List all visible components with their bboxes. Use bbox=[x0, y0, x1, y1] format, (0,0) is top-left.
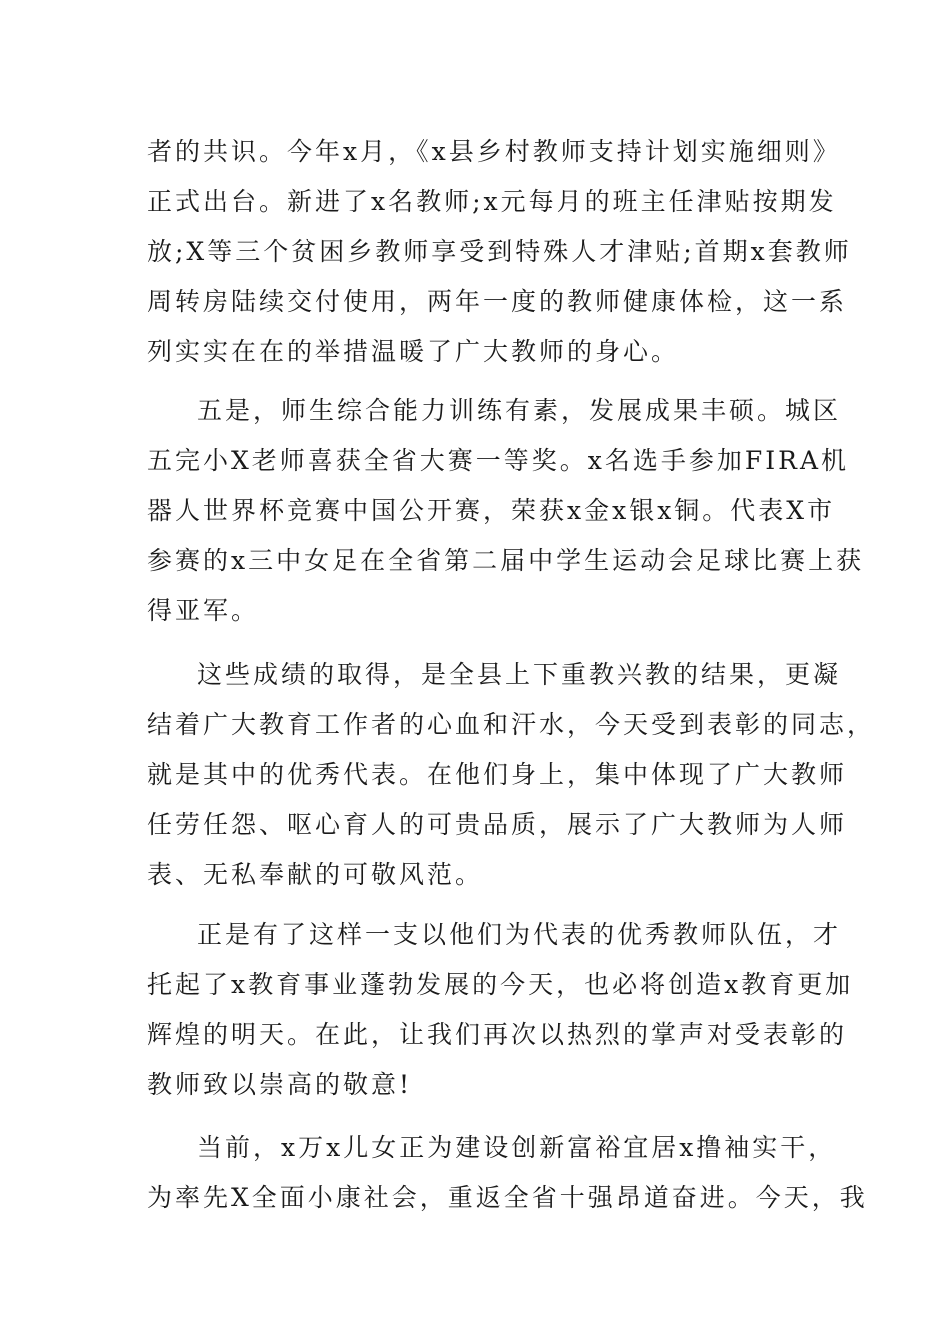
text-line: 五完小X老师喜获全省大赛一等奖。x名选手参加FIRA机 bbox=[147, 446, 849, 475]
paragraph-start-line: 当前，x万x儿女正为建设创新富裕宜居x撸袖实干， bbox=[197, 1133, 837, 1162]
text-line: 得亚军。 bbox=[147, 596, 260, 625]
text-line: 任劳任怨、呕心育人的可贵品质，展示了广大教师为人师 bbox=[147, 810, 848, 839]
text-line: 表、无私奉献的可敬风范。 bbox=[147, 860, 484, 889]
text-line: 器人世界杯竞赛中国公开赛，荣获x金x银x铜。代表X市 bbox=[147, 496, 836, 525]
text-line: 教师致以崇高的敬意! bbox=[147, 1070, 413, 1099]
text-line: 周转房陆续交付使用，两年一度的教师健康体检，这一系 bbox=[147, 287, 848, 316]
text-line: 为率先X全面小康社会，重返全省十强昂道奋进。今天，我 bbox=[147, 1183, 868, 1212]
text-line: 列实实在在的举措温暖了广大教师的身心。 bbox=[147, 337, 680, 366]
text-line: 参赛的x三中女足在全省第二届中学生运动会足球比赛上获 bbox=[147, 546, 865, 575]
text-line: 者的共识。今年x月，《x县乡村教师支持计划实施细则》 bbox=[147, 137, 841, 166]
paragraph-start-line: 正是有了这样一支以他们为代表的优秀教师队伍，才 bbox=[197, 920, 842, 949]
text-line: 托起了x教育事业蓬勃发展的今天，也必将创造x教育更加 bbox=[147, 970, 854, 999]
text-line: 放;X等三个贫困乡教师享受到特殊人才津贴;首期x套教师 bbox=[147, 237, 852, 266]
paragraph-start-line: 这些成绩的取得，是全县上下重教兴教的结果，更凝 bbox=[197, 660, 842, 689]
text-line: 结着广大教育工作者的心血和汗水，今天受到表彰的同志， bbox=[147, 710, 876, 739]
text-line: 正式出台。新进了x名教师;x元每月的班主任津贴按期发 bbox=[147, 187, 837, 216]
text-line: 辉煌的明天。在此，让我们再次以热烈的掌声对受表彰的 bbox=[147, 1020, 848, 1049]
text-line: 就是其中的优秀代表。在他们身上，集中体现了广大教师 bbox=[147, 760, 848, 789]
paragraph-start-line: 五是，师生综合能力训练有素，发展成果丰硕。城区 bbox=[197, 396, 842, 425]
